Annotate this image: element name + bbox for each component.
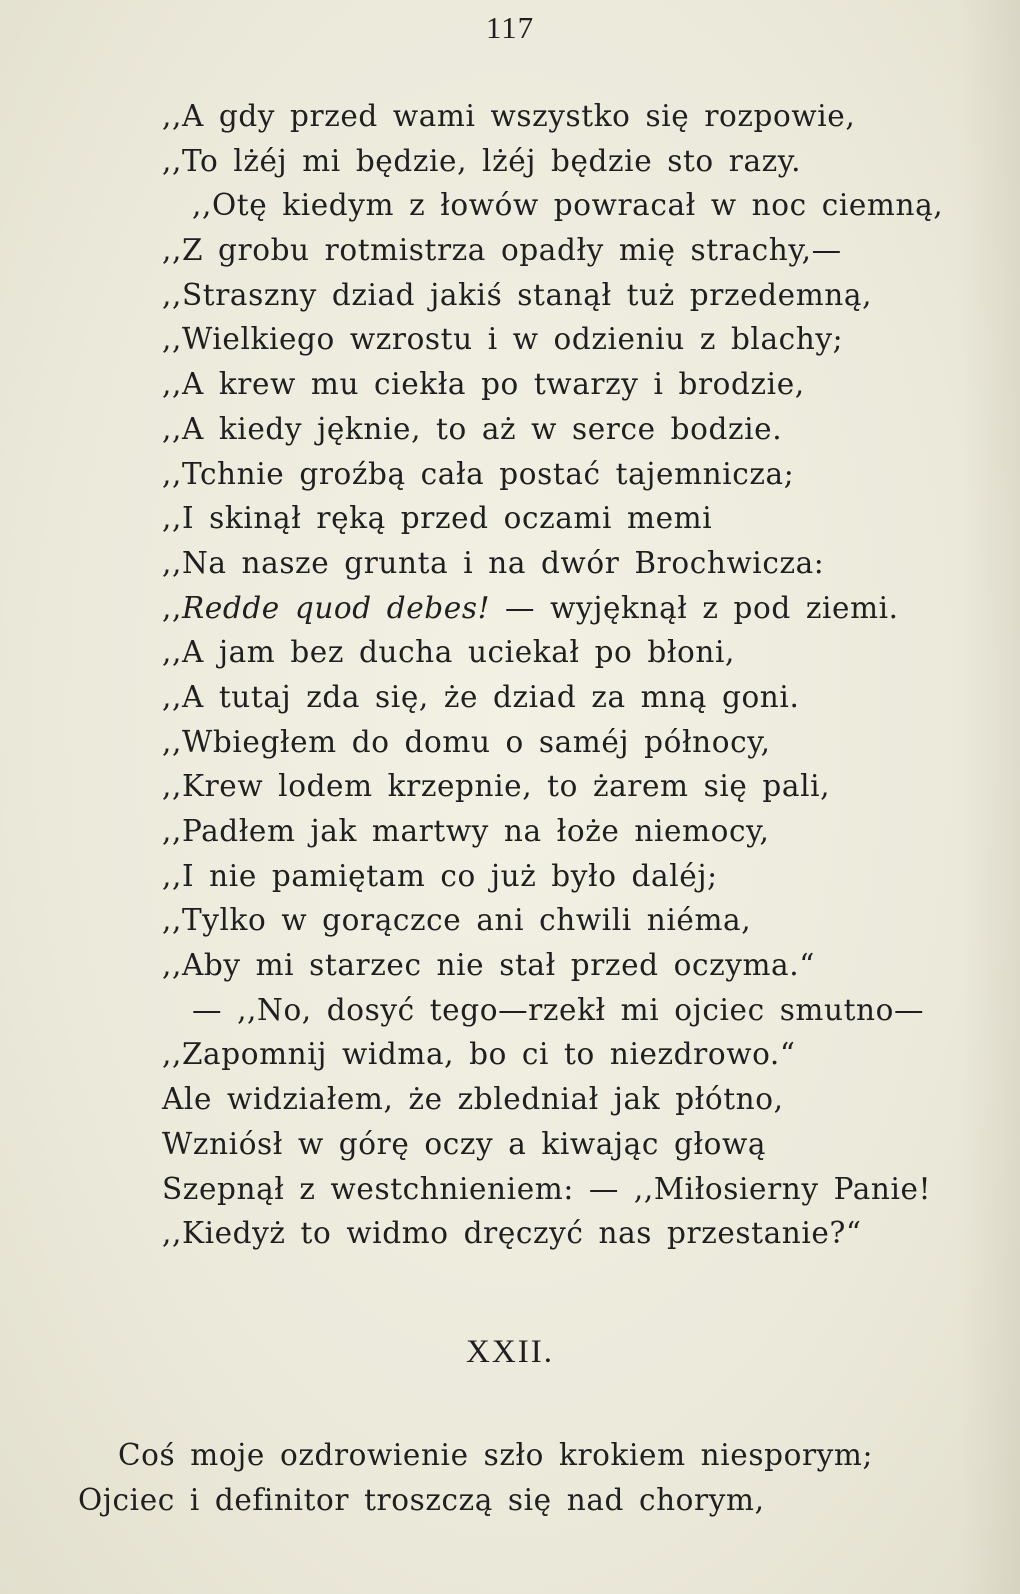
verse-line: Ale widziałem, że zbledniał jak płótno, bbox=[162, 1082, 784, 1117]
verse-line: ,,Na nasze grunta i na dwór Brochwicza: bbox=[162, 545, 825, 580]
next-verse-block bbox=[78, 1433, 978, 1522]
verse-line: Szepnął z westchnieniem: — ,,Miłosierny Panie! bbox=[162, 1171, 932, 1206]
latin-prefix: ,, bbox=[162, 590, 182, 625]
verse-line-latin bbox=[162, 586, 982, 631]
verse-line: ,,Tylko w gorączce ani chwili niéma, bbox=[162, 903, 752, 938]
verse-line: ,,Padłem jak martwy na łoże niemocy, bbox=[162, 814, 770, 848]
verse-line: ,,Aby mi starzec nie stał przed oczyma.“ bbox=[162, 948, 815, 983]
verse-line: ,,I nie pamiętam co już było daléj; bbox=[162, 858, 718, 893]
verse-line: ,,A tutaj zda się, że dziad za mną goni. bbox=[162, 679, 800, 714]
verse-line: ,,To lżéj mi będzie, lżéj będzie sto razy. bbox=[162, 143, 802, 178]
verse-line: ,,A gdy przed wami wszystko się rozpowie, bbox=[162, 99, 856, 133]
verse-line: ,,A kiedy jęknie, to aż w serce bodzie. bbox=[162, 411, 783, 446]
chapter-heading: XXII. bbox=[466, 1334, 554, 1370]
verse-line: ,,Z grobu rotmistrza opadły mię strachy,— bbox=[162, 233, 842, 268]
verse-line: ,,Straszny dziad jakiś stanął tuż przedemną, bbox=[162, 277, 873, 312]
verse-line: Coś moje ozdrowienie szło krokiem niesporym; bbox=[118, 1438, 874, 1472]
verse-line: ,,Wielkiego wzrostu i w odzieniu z blachy; bbox=[162, 322, 844, 357]
verse-block bbox=[162, 94, 982, 1256]
verse-line: ,,Wbiegłem do domu o saméj północy, bbox=[162, 724, 771, 759]
verse-line: ,,A jam bez ducha uciekał po błoni, bbox=[162, 635, 736, 670]
verse-line: Wzniósł w górę oczy a kiwając głową bbox=[162, 1126, 767, 1161]
verse-line: ,,Otę kiedym z łowów powracał w noc ciemną, bbox=[192, 188, 944, 223]
verse-line: Ojciec i definitor troszczą się nad chorym, bbox=[78, 1482, 765, 1517]
latin-rest: — wyjęknął z pod ziemi. bbox=[490, 590, 899, 625]
latin-phrase: Redde quod debes! bbox=[181, 590, 491, 625]
verse-line: ,,Krew lodem krzepnie, to żarem się pali, bbox=[162, 769, 831, 804]
verse-line: — ,,No, dosyć tego—rzekł mi ojciec smutno— bbox=[192, 992, 925, 1027]
page-number: 117 bbox=[485, 10, 535, 45]
verse-line: ,,A krew mu ciekła po twarzy i brodzie, bbox=[162, 367, 805, 402]
verse-line: ,,I skinął ręką przed oczami memi bbox=[162, 501, 713, 536]
verse-line: ,,Zapomnij widma, bo ci to niezdrowo.“ bbox=[162, 1037, 796, 1072]
verse-line: ,,Tchnie groźbą cała postać tajemnicza; bbox=[162, 456, 795, 491]
verse-line: ,,Kiedyż to widmo dręczyć nas przestanie?“ bbox=[162, 1216, 862, 1251]
